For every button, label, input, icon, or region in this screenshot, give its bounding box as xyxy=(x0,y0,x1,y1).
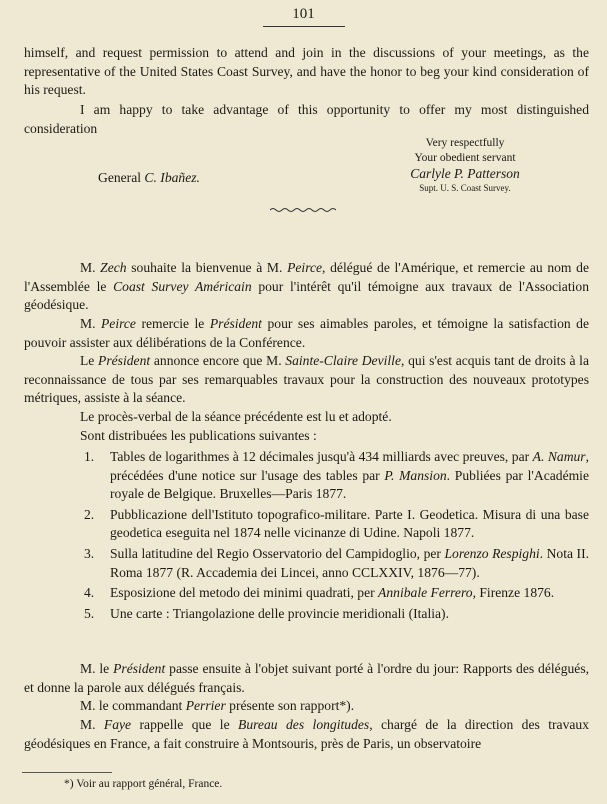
list-item: 3. Sulla latitudine del Regio Osservatorio del Campidoglio, per Lorenzo Respighi. Nota II. Roma 1877 (R. Accademia dei Lincei, anno CCLXXIV, 1876—77). xyxy=(84,545,589,580)
closing-paragraph-3: M. Faye rappelle que le Bureau des longitudes, chargé de la direction des travaux géodésiques en France, a fait construire à Montsouris, près de Paris, un observatoire xyxy=(24,717,589,751)
minutes-paragraph-3: Le Président annonce encore que M. Sainte-Claire Deville, qui s'est acquis tant de droits à la reconnaissance de tous par ses remarquables travaux pour la construction des nouveaux prototypes métriques, assiste à la séance. xyxy=(24,353,589,406)
footnote: *) Voir au rapport général, France. xyxy=(64,778,223,790)
closing-line-1: Very respectfully xyxy=(425,137,505,149)
footnote-rule xyxy=(22,772,112,773)
minutes-paragraph-2: M. Peirce remercie le Président pour ses aimables paroles, et témoigne la satisfaction de pouvoir assister aux délibérations de la Conférence. xyxy=(24,316,590,350)
list-item: 5. Une carte : Triangolazione delle provincie meridionali (Italia). xyxy=(84,605,449,621)
list-item: 4. Esposizione del metodo dei minimi quadrati, per Annibale Ferrero, Firenze 1876. xyxy=(84,585,555,601)
letter-paragraph-2: I am happy to take advantage of this opportunity to offer my most distinguished consideration xyxy=(24,102,589,136)
closing-paragraph-1: M. le Président passe ensuite à l'objet suivant porté à l'ordre du jour: Rapports des délégués, et donne la parole aux délégués français. xyxy=(24,661,590,695)
signature-block xyxy=(380,136,550,196)
closing-line-2: Your obedient servant xyxy=(414,152,516,164)
minutes-paragraph-4: Le procès-verbal de la séance précédente est lu et adopté. xyxy=(80,409,392,424)
page-number: 101 xyxy=(292,6,315,22)
wavy-divider xyxy=(270,206,336,214)
page-number-rule xyxy=(263,26,345,27)
signatory-title: Supt. U. S. Coast Survey. xyxy=(419,183,511,193)
addressee-prefix: General xyxy=(98,170,145,185)
addressee xyxy=(98,170,200,186)
addressee-name: C. Ibañez. xyxy=(144,170,200,185)
list-item: 2. Pubblicazione dell'Istituto topografico-militare. Parte I. Geodetica. Misura di una base geodetica eseguita nel 1874 nelle vicinanze di Udine. Napoli 1877. xyxy=(84,506,589,541)
publications-list xyxy=(84,448,589,625)
list-item: 1. Tables de logarithmes à 12 décimales jusqu'à 434 milliards avec preuves, par A. Namur, précédées d'une notice sur l'usage des tables par P. Mansion. Publiées par l'Académie royale de Belgique. Bruxelles—Paris 1877. xyxy=(84,449,589,502)
minutes-paragraph-5: Sont distribuées les publications suivantes : xyxy=(80,428,317,443)
letter-paragraph-1: himself, and request permission to attend and join in the discussions of your meetings, as the representative of the United States Coast Survey, and have the honor to beg your kind consideration of his request. xyxy=(24,45,589,98)
minutes-paragraph-1: M. Zech souhaite la bienvenue à M. Peirce, délégué de l'Amérique, et remercie au nom de l'Assemblée le Coast Survey Américain pour l'intérêt qu'il témoigne aux travaux de l'Association géodésique. xyxy=(24,260,590,313)
signatory-name: Carlyle P. Patterson xyxy=(410,166,520,181)
closing-paragraph-2: M. le commandant Perrier présente son rapport*). xyxy=(80,698,355,713)
